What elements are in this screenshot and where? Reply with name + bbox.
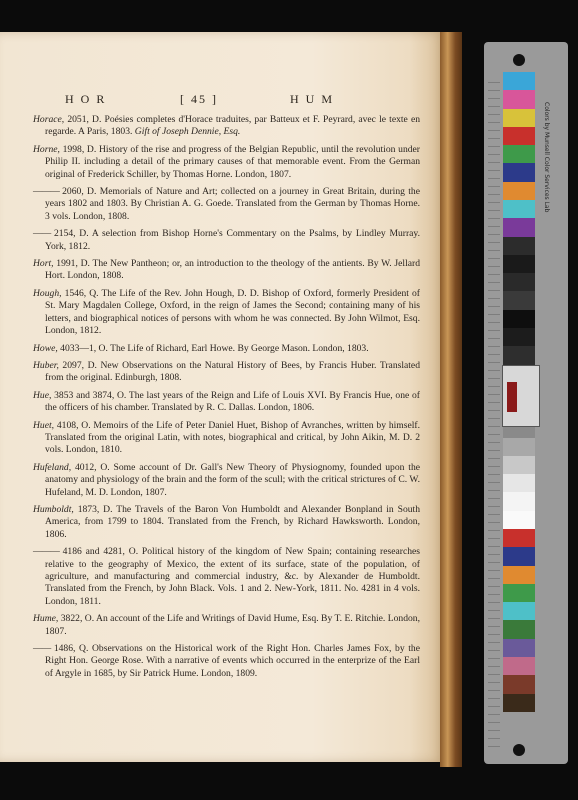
entry-text: 1546, Q. The Life of the Rev. John Hough, D. D. Bishop of Oxford, formerly President of St. Mary Magdalen College, Oxford, in the reign of James the Second; containing many of his letters, and biographical notices of persons with whom he was connected. By John Wilmot, Esq. London, 1812. (45, 287, 420, 337)
color-swatch (503, 127, 535, 145)
running-header (65, 92, 425, 110)
entry-author: Horace, (33, 114, 65, 125)
entry-author: Hough, (33, 287, 62, 299)
entry-text: 1486, Q. Observations on the Historical work of the Right Hon. Charles James Fox, by the Right Hon. George Rose. With a narrative of events which occurred in the enterprize of the Earl of Argyle in 1685, by Sir Patrick Hume. London, 1809. (45, 643, 420, 679)
color-swatch (503, 566, 535, 584)
color-swatch (503, 72, 535, 90)
color-swatch (503, 255, 535, 273)
catalog-entry (33, 420, 420, 457)
entry-text: 4186 and 4281, O. Political history of the kingdom of New Spain; containing researches relative to the geography of Mexico, the extent of its surface, state of the population, of agriculture, and manufacturing and commercial industry, &c. by Alexander de Humboldt. Translated from the French, by John Black. Vols. 1 and 2. New-York, 1811. No. 4281 in 4 vols. London, 1811. (45, 546, 420, 607)
card-emblem (502, 365, 540, 427)
page-edge (440, 32, 462, 767)
header-left: H O R (65, 92, 107, 106)
color-swatch (503, 602, 535, 620)
entry-note: Gift of Joseph Dennie, Esq. (132, 126, 241, 138)
color-swatch (503, 511, 535, 529)
header-page-number: [ 45 ] (180, 92, 218, 106)
card-hole-bottom (513, 744, 525, 756)
card-hole-top (513, 54, 525, 66)
catalog-entries (33, 114, 420, 685)
catalog-entry (33, 504, 420, 541)
catalog-entry (33, 288, 420, 338)
catalog-entry (33, 546, 420, 608)
entry-author: Hue, (33, 389, 52, 401)
color-swatch (503, 218, 535, 236)
color-swatch (503, 273, 535, 291)
entry-text: 3822, O. An account of the Life and Writings of David Hume, Esq. By T. E. Ritchie. London, 1807. (45, 613, 420, 637)
color-swatch (503, 346, 535, 364)
color-swatch (503, 145, 535, 163)
entry-author: —— (33, 643, 51, 655)
entry-author: Humboldt, (33, 503, 74, 515)
color-swatch (503, 109, 535, 127)
entry-author: —— (33, 228, 51, 240)
color-swatch (503, 328, 535, 346)
entry-author: Huber, (33, 359, 59, 371)
entry-text: 4012, O. Some account of Dr. Gall's New Theory of Physiognomy, founded upon the anatomy and physiology of the brain and the form of the scull; with the critical strictures of C. W. Hufeland, M. D. London, 1807. (45, 461, 420, 498)
entry-text: 3853 and 3874, O. The last years of the Reign and Life of Louis XVI. By Francis Hue, one of the officers of his chamber. Translated by R. C. Dallas. London, 1806. (45, 389, 420, 414)
color-swatch (503, 291, 535, 309)
entry-author: Hufeland, (33, 461, 72, 473)
color-swatch (503, 182, 535, 200)
color-swatch (503, 310, 535, 328)
catalog-entry (33, 228, 420, 253)
catalog-entry (33, 343, 420, 355)
color-swatch (503, 694, 535, 712)
entry-text: 2060, D. Memorials of Nature and Art; collected on a journey in Great Britain, during the years 1802 and 1803. By Christian A. G. Goede. Translated from the German by Thomas Horne. 3 vols. London, 1808. (45, 186, 420, 222)
entry-author: Horne, (33, 143, 60, 155)
entry-text: 1873, D. The Travels of the Baron Von Humboldt and Alexander Bonpland in South America, from 1799 to 1804. Translated from the French, by Richard Hawksworth. London, 1806. (45, 503, 420, 540)
color-swatch (503, 620, 535, 638)
catalog-entry (33, 462, 420, 499)
color-swatch (503, 474, 535, 492)
entry-author: Huet, (33, 419, 55, 431)
catalog-entry (33, 613, 420, 638)
entry-text: 2154, D. A selection from Bishop Horne's Commentary on the Psalms, by Lindley Murray. York, 1812. (45, 228, 420, 252)
catalog-entry (33, 390, 420, 415)
entry-author: Hume, (33, 613, 59, 625)
entry-text: 2097, D. New Observations on the Natural History of Bees, by Francis Huber. Translated from the original. Edinburgh, 1808. (45, 359, 420, 384)
catalog-entry (33, 144, 420, 181)
color-swatch (503, 547, 535, 565)
color-swatch (503, 438, 535, 456)
color-swatch (503, 657, 535, 675)
color-swatch (503, 492, 535, 510)
color-swatch (503, 456, 535, 474)
color-swatch (503, 675, 535, 693)
entry-author: Howe, (33, 342, 58, 354)
color-swatch (503, 90, 535, 108)
color-swatch (503, 639, 535, 657)
color-swatch (503, 529, 535, 547)
color-swatch (503, 237, 535, 255)
entry-text: 4108, O. Memoirs of the Life of Peter Daniel Huet, Bishop of Avranches, written by himself. Translated from the original Latin, with notes, biographical and critical, by John Aikin, M. D. 2 vols. London, 1810. (45, 419, 420, 456)
card-ruler (488, 82, 500, 752)
entry-text: 4033—1, O. The Life of Richard, Earl Howe. By George Mason. London, 1803. (57, 342, 369, 354)
color-swatch (503, 584, 535, 602)
entry-author: ——— (33, 546, 59, 558)
entry-author: ——— (33, 186, 59, 198)
catalog-entry (33, 360, 420, 385)
entry-text: 1998, D. History of the rise and progress of the Belgian Republic, until the revolution under Philip II. including a detail of the primary causes of that memorable event. From the German original of Frederick Schiller, by Thomas Horne. London, 1807. (45, 143, 420, 180)
catalog-entry (33, 258, 420, 283)
color-swatch (503, 163, 535, 181)
catalog-entry (33, 643, 420, 680)
entry-text: 2051, D. Poésies completes d'Horace traduites, par Batteux et F. Peyrard, avec le texte en regarde. A Paris, 1803. (45, 114, 420, 138)
card-side-text: Colors by Munsell Color Services Lab (543, 102, 550, 213)
catalog-entry (33, 186, 420, 223)
catalog-entry (33, 114, 420, 139)
entry-text: 1991, D. The New Pantheon; or, an introduction to the theology of the antients. By W. Jellard Hort. London, 1808. (45, 258, 420, 282)
color-swatch (503, 200, 535, 218)
entry-author: Hort, (33, 258, 54, 270)
header-right: H U M (290, 92, 335, 106)
